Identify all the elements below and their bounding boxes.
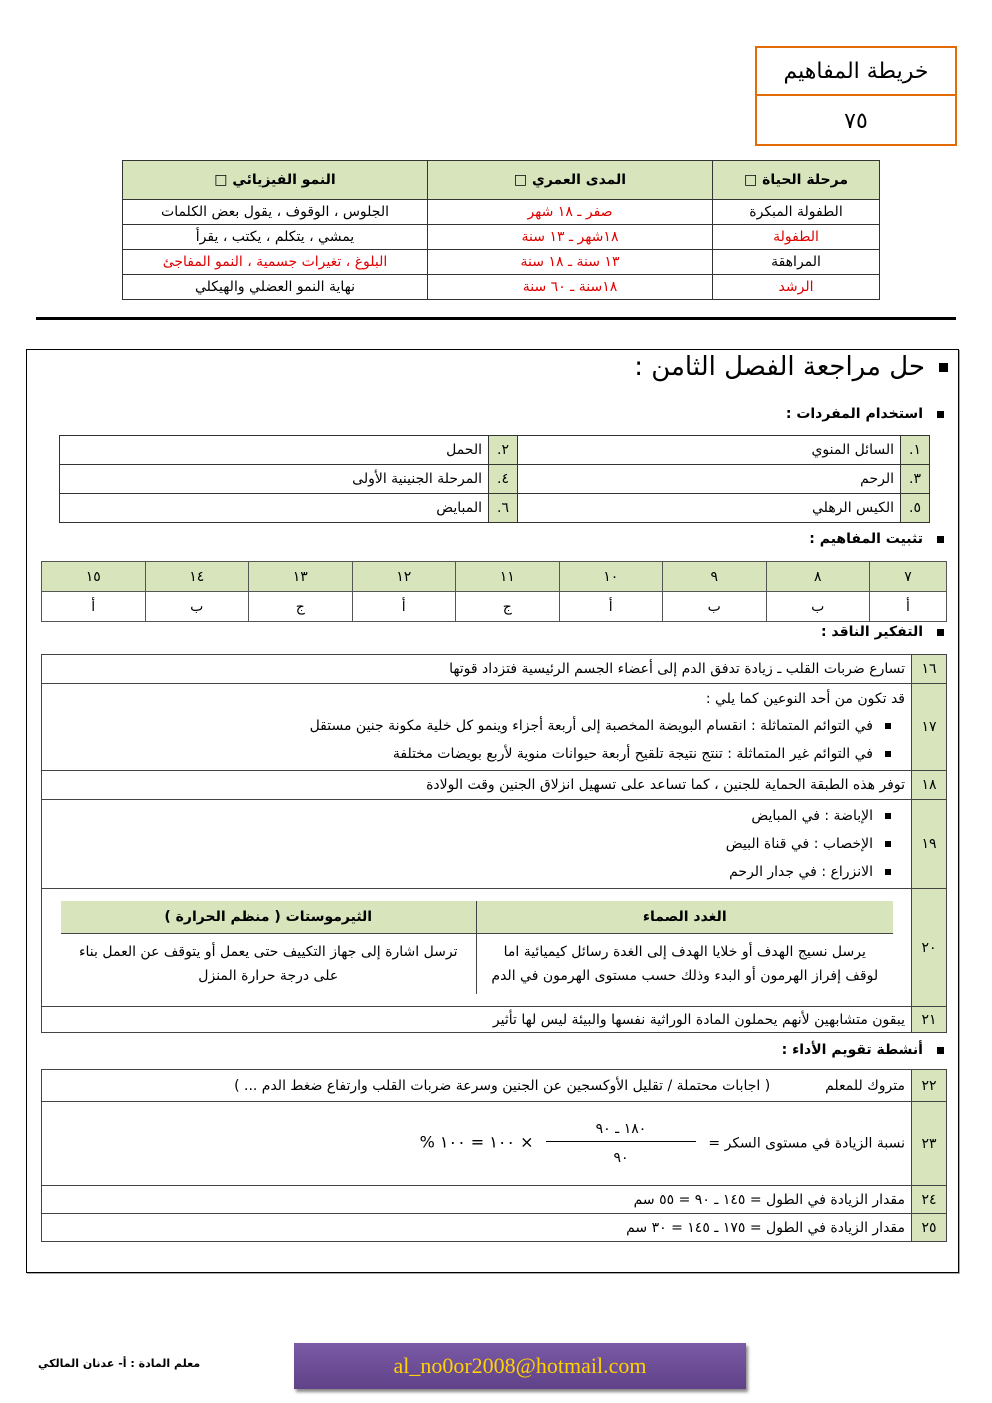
question-number: ١٤ — [145, 562, 249, 592]
header-thermostat: الثيرموستات ( منظم الحرارة ) — [61, 901, 477, 934]
stage-cell: الرشد — [713, 275, 880, 300]
answer-cell: ب — [663, 592, 767, 622]
answer-text: مقدار الزيادة في الطول = ١٤٥ ـ ٩٠ = ٥٥ سم — [42, 1186, 912, 1214]
section-divider — [36, 317, 956, 320]
bullet-square-icon — [885, 751, 891, 757]
table-row — [123, 225, 880, 250]
list-item: الانزراع : في جدار الرحم — [48, 858, 905, 886]
answer-cell: ب — [145, 592, 249, 622]
bullet-list — [48, 712, 905, 768]
header-age-range: المدى العمري □ — [428, 161, 713, 200]
list-item: في التوائم غير المتماثلة : تنتج نتيجة تلقيح أربعة حيوانات منوية لأربع بويضات مختلفة — [48, 740, 905, 768]
teacher-name: معلم المادة : أ- عدنان المالكي — [38, 1357, 201, 1370]
table-row — [42, 800, 947, 889]
answer-cell: ج — [249, 592, 353, 622]
vocab-answer: الكيس الرهلي — [518, 494, 901, 523]
answer-cell — [42, 889, 912, 1007]
table-row — [42, 562, 947, 592]
list-item: الإخصاب : في قناة البيض — [48, 830, 905, 858]
bullet-square-icon — [885, 841, 891, 847]
life-stages-table — [122, 160, 880, 300]
answer-cell: أ — [559, 592, 663, 622]
thermostat-text: ترسل اشارة إلى جهاز التكييف حتى يعمل أو يتوقف عن العمل بناء على درجة حرارة المنزل — [78, 944, 458, 984]
answer-text: توفر هذه الطبقة الحماية للجنين ، كما تساعد على تسهيل انزلاق الجنين وقت الولادة — [42, 771, 912, 800]
question-number: ١٥ — [42, 562, 146, 592]
answer-cell: ج — [456, 592, 560, 622]
review-title: حل مراجعة الفصل الثامن : — [634, 352, 948, 382]
header-physical-growth: النمو الفيزيائي □ — [123, 161, 428, 200]
question-number: ١٣ — [249, 562, 353, 592]
answer-cell: نسبة الزيادة في مستوى السكر = $\frac{\text{١٨٠ ـ ٩٠}}{٩٠}$ × ١٠٠ = ١٠٠ % — [42, 1102, 912, 1186]
answer-text: تسارع ضربات القلب ـ زيادة تدفق الدم إلى أعضاء الجسم الرئيسية فتزداد قوتها — [42, 655, 912, 684]
bullet-square-icon — [937, 411, 944, 418]
bullet-square-icon — [937, 629, 944, 636]
answer-cell — [42, 684, 912, 771]
header-endocrine: الغدد الصماء — [477, 901, 893, 934]
performance-table — [41, 1069, 947, 1242]
stage-cell: الطفولة المبكرة — [713, 200, 880, 225]
concepts-table — [41, 561, 947, 622]
table-row — [60, 465, 930, 494]
table-row — [42, 1186, 947, 1214]
range-cell: ١٨شهر ـ ١٣ سنة — [428, 225, 713, 250]
range-cell: صفر ـ ١٨ شهر — [428, 200, 713, 225]
concept-map-box — [755, 46, 957, 146]
fraction: $\frac{\text{١٨٠ ـ ٩٠}}{٩٠}$ — [546, 1121, 696, 1166]
growth-cell: نهاية النمو العضلي والهيكلي — [123, 275, 428, 300]
list-item: الإباضة : في المبايض — [48, 802, 905, 830]
item-number: ٤. — [489, 465, 518, 494]
table-row — [42, 771, 947, 800]
question-number: ١٧ — [912, 684, 947, 771]
email-banner[interactable]: al_no0or2008@hotmail.com — [294, 1343, 746, 1389]
table-row — [60, 436, 930, 465]
critical-heading: التفكير الناقد : — [821, 624, 944, 640]
growth-cell: الجلوس ، الوقوف ، يقول بعض الكلمات — [123, 200, 428, 225]
bullet-square-icon — [885, 869, 891, 875]
answer-text: يبقون متشابهين لأنهم يحملون المادة الوراثية نفسها والبيئة ليس لها تأثير — [42, 1007, 912, 1033]
table-row — [123, 250, 880, 275]
question-number: ١١ — [456, 562, 560, 592]
concepts-heading: تثبيت المفاهيم : — [809, 531, 944, 547]
page-number: ٧٥ — [844, 108, 868, 134]
bullet-square-icon — [937, 1047, 944, 1054]
growth-cell: البلوغ ، تغيرات جسمية ، النمو المفاجئ — [123, 250, 428, 275]
vocab-answer: المرحلة الجنينية الأولى — [60, 465, 489, 494]
table-row — [42, 684, 947, 771]
range-cell: ١٣ سنة ـ ١٨ سنة — [428, 250, 713, 275]
bullet-square-icon — [939, 363, 948, 372]
answer-intro: قد تكون من أحد النوعين كما يلي : — [705, 691, 905, 707]
question-number: ٢١ — [912, 1007, 947, 1033]
item-number: ٢. — [489, 436, 518, 465]
critical-thinking-table — [41, 654, 947, 1033]
stage-cell: الطفولة — [713, 225, 880, 250]
table-row — [123, 200, 880, 225]
question-number: ١٢ — [352, 562, 456, 592]
bullet-square-icon — [937, 536, 944, 543]
table-row — [42, 1214, 947, 1242]
table-row — [60, 494, 930, 523]
vocab-answer: الرحم — [518, 465, 901, 494]
range-cell: ١٨سنة ـ ٦٠ سنة — [428, 275, 713, 300]
item-number: ٥. — [901, 494, 930, 523]
table-row — [42, 1102, 947, 1186]
answer-cell — [42, 800, 912, 889]
question-number: ١٦ — [912, 655, 947, 684]
performance-heading: أنشطة تقويم الأداء : — [782, 1042, 944, 1058]
answer-cell: أ — [352, 592, 456, 622]
endocrine-text: يرسل نسيج الهدف أو خلايا الهدف إلى الغدة رسائل كيميائية اما لوقف إفراز الهرمون أو البدء وذلك حسب مستوى الهرمون في الدم — [477, 934, 893, 995]
bullet-square-icon — [885, 813, 891, 819]
vocab-answer: الحمل — [60, 436, 489, 465]
question-number: ٢٣ — [912, 1102, 947, 1186]
item-number: ١. — [901, 436, 930, 465]
question-number: ٩ — [663, 562, 767, 592]
comparison-table — [61, 901, 893, 994]
vocab-answer: السائل المنوي — [518, 436, 901, 465]
vocab-heading: استخدام المفردات : — [786, 406, 944, 422]
list-item: في التوائم المتماثلة : انقسام البويضة المخصبة إلى أربعة أجزاء وينمو كل خلية مكونة جنين مستقل — [48, 712, 905, 740]
bullet-square-icon — [885, 723, 891, 729]
question-number: ٢٤ — [912, 1186, 947, 1214]
table-row — [42, 1007, 947, 1033]
question-number: ٢٥ — [912, 1214, 947, 1242]
bullet-list — [48, 802, 905, 886]
answer-cell: أ — [870, 592, 947, 622]
vocab-table — [59, 435, 930, 523]
question-number: ٢٠ — [912, 889, 947, 1007]
vocab-answer: المبايض — [60, 494, 489, 523]
growth-cell: يمشي ، يتكلم ، يكتب ، يقرأ — [123, 225, 428, 250]
question-number: ٧ — [870, 562, 947, 592]
answer-cell: ب — [766, 592, 870, 622]
table-row — [42, 592, 947, 622]
table-row — [42, 1070, 947, 1102]
concept-map-title: خريطة المفاهيم — [757, 48, 955, 96]
answer-text: مقدار الزيادة في الطول = ١٧٥ ـ ١٤٥ = ٣٠ سم — [42, 1214, 912, 1242]
item-number: ٦. — [489, 494, 518, 523]
table-row — [42, 655, 947, 684]
question-number: ٨ — [766, 562, 870, 592]
answer-cell: متروك للمعلم ( اجابات محتملة / تقليل الأوكسجين عن الجنين وسرعة ضربات القلب وارتفاع ضغط الدم ... ) — [42, 1070, 912, 1102]
question-number: ١٨ — [912, 771, 947, 800]
table-row — [123, 275, 880, 300]
table-row — [42, 889, 947, 1007]
stage-cell: المراهقة — [713, 250, 880, 275]
question-number: ١٩ — [912, 800, 947, 889]
item-number: ٣. — [901, 465, 930, 494]
answer-cell: أ — [42, 592, 146, 622]
question-number: ١٠ — [559, 562, 663, 592]
question-number: ٢٢ — [912, 1070, 947, 1102]
header-life-stage: مرحلة الحياة □ — [713, 161, 880, 200]
